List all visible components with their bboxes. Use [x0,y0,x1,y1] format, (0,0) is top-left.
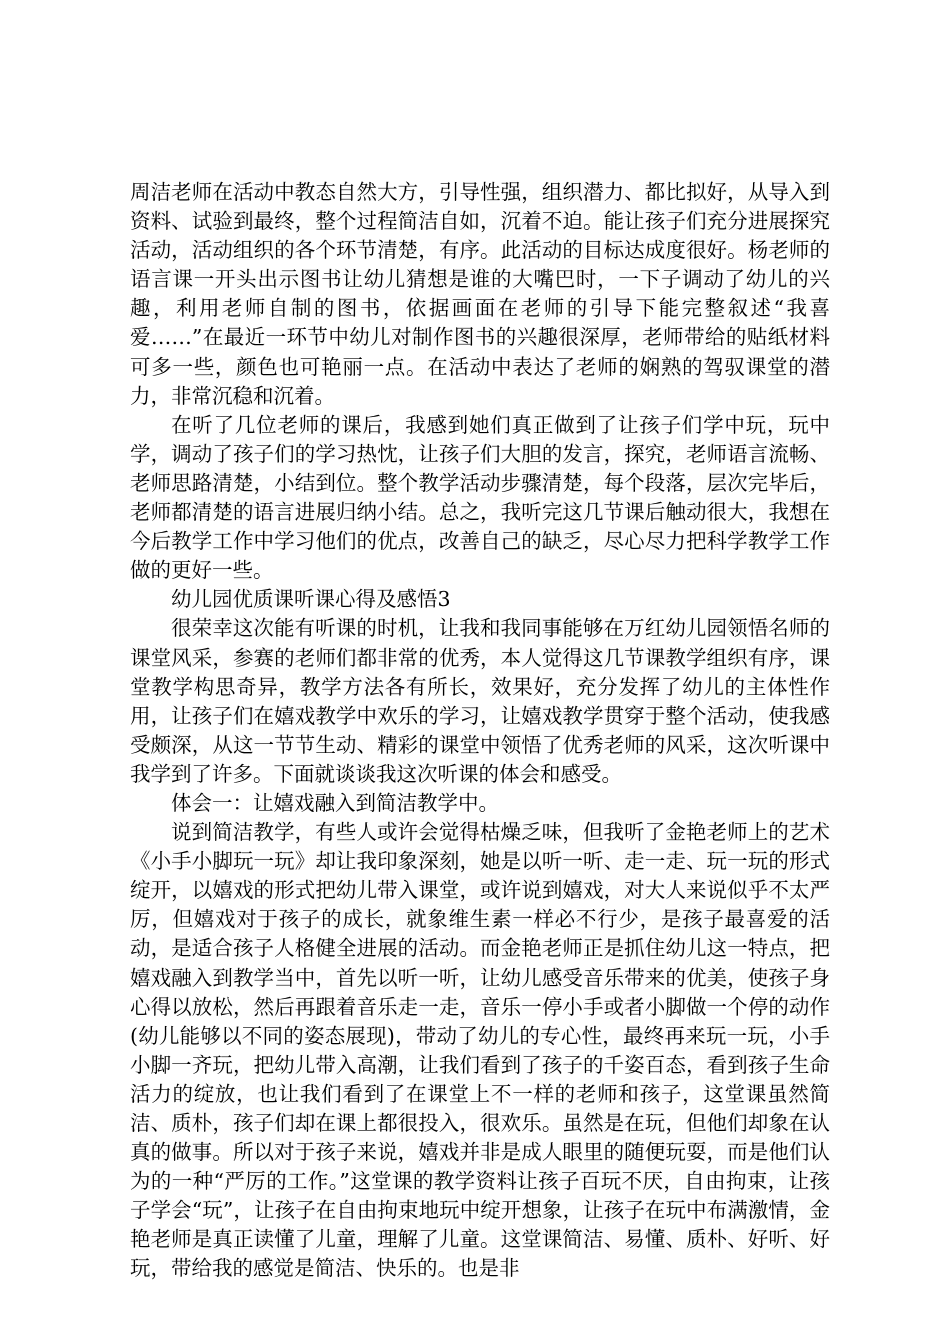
document-body [130,178,830,1284]
subheading-insight-one: 体会一：让嬉戏融入到简洁教学中。 [171,790,499,815]
paragraph-introduction: 很荣幸这次能有听课的时机，让我和我同事能够在万红幼儿园领悟名师的课堂风采，参赛的老师们都非常的优秀，本人觉得这几节课教学组织有序，课堂教学构思奇异，教学方法各有所长，效果好，充分发挥了幼儿的主体性作用，让孩子们在嬉戏教学中欢乐的学习，让嬉戏教学贯穿于整个活动，使我感受颇深，从这一节节生动、精彩的课堂中领悟了优秀老师的风采，这次听课中我学到了许多。下面就谈谈我这次听课的体会和感受。 [130,616,830,786]
paragraph-review-of-teachers: 周洁老师在活动中教态自然大方，引导性强，组织潜力、都比拟好，从导入到资料、试验到最终，整个过程简洁自如，沉着不迫。能让孩子们充分进展探究活动，活动组织的各个环节清楚，有序。此活动的目标达成度很好。杨老师的语言课一开头出示图书让幼儿猜想是谁的大嘴巴时，一下子调动了幼儿的兴趣，利用老师自制的图书，依据画面在老师的引导下能完整叙述“我喜爱……”在最近一环节中幼儿对制作图书的兴趣很深厚，老师带给的贴纸材料可多一些，颜色也可艳丽一点。在活动中表达了老师的娴熟的驾驭课堂的潜力，非常沉稳和沉着。 [130,180,830,408]
paragraph-summary: 在听了几位老师的课后，我感到她们真正做到了让孩子们学中玩，玩中学，调动了孩子们的学习热忱，让孩子们大胆的发言，探究，老师语言流畅、老师思路清楚，小结到位。整个教学活动步骤清楚，每个段落，层次完毕后，老师都清楚的语言进展归纳小结。总之，我听完这几节课后触动很大，我想在今后教学工作中学习他们的优点，改善自己的缺乏，尽心尽力把科学教学工作做的更好一些。 [130,412,830,583]
paragraph-insight-one-body: 说到简洁教学，有些人或许会觉得枯燥乏味，但我听了金艳老师上的艺术《小手小脚玩一玩》却让我印象深刻，她是以听一听、走一走、玩一玩的形式绽开，以嬉戏的形式把幼儿带入课堂，或许说到嬉戏，对大人来说似乎不太严厉，但嬉戏对于孩子的成长，就象维生素一样必不行少，是孩子最喜爱的活动，是适合孩子人格健全进展的活动。而金艳老师正是抓住幼儿这一特点，把嬉戏融入到教学当中，首先以听一听，让幼儿感受音乐带来的优美，使孩子身心得以放松，然后再跟着音乐走一走，音乐一停小手或者小脚做一个停的动作(幼儿能够以不同的姿态展现)，带动了幼儿的专心性，最终再来玩一玩，小手小脚一齐玩，把幼儿带入高潮，让我们看到了孩子的千姿百态，看到孩子生命活力的绽放，也让我们看到了在课堂上不一样的老师和孩子，这堂课虽然简洁、质朴，孩子们却在课上都很投入，很欢乐。虽然是在玩，但他们却象在认真的做事。所以对于孩子来说，嬉戏并非是成人眼里的随便玩耍，而是他们认为的一种“严厉的工作。”这堂课的教学资料让孩子百玩不厌，自由拘束，让孩子学会“玩”，让孩子在自由拘束地玩中绽开想象，让孩子在玩中布满激情，金艳老师是真正读懂了儿童，理解了儿童。这堂课简洁、易懂、质朴、好听、好玩，带给我的感觉是简洁、快乐的。也是非 [130,820,830,1281]
section-heading: 幼儿园优质课听课心得及感悟3 [171,587,451,612]
